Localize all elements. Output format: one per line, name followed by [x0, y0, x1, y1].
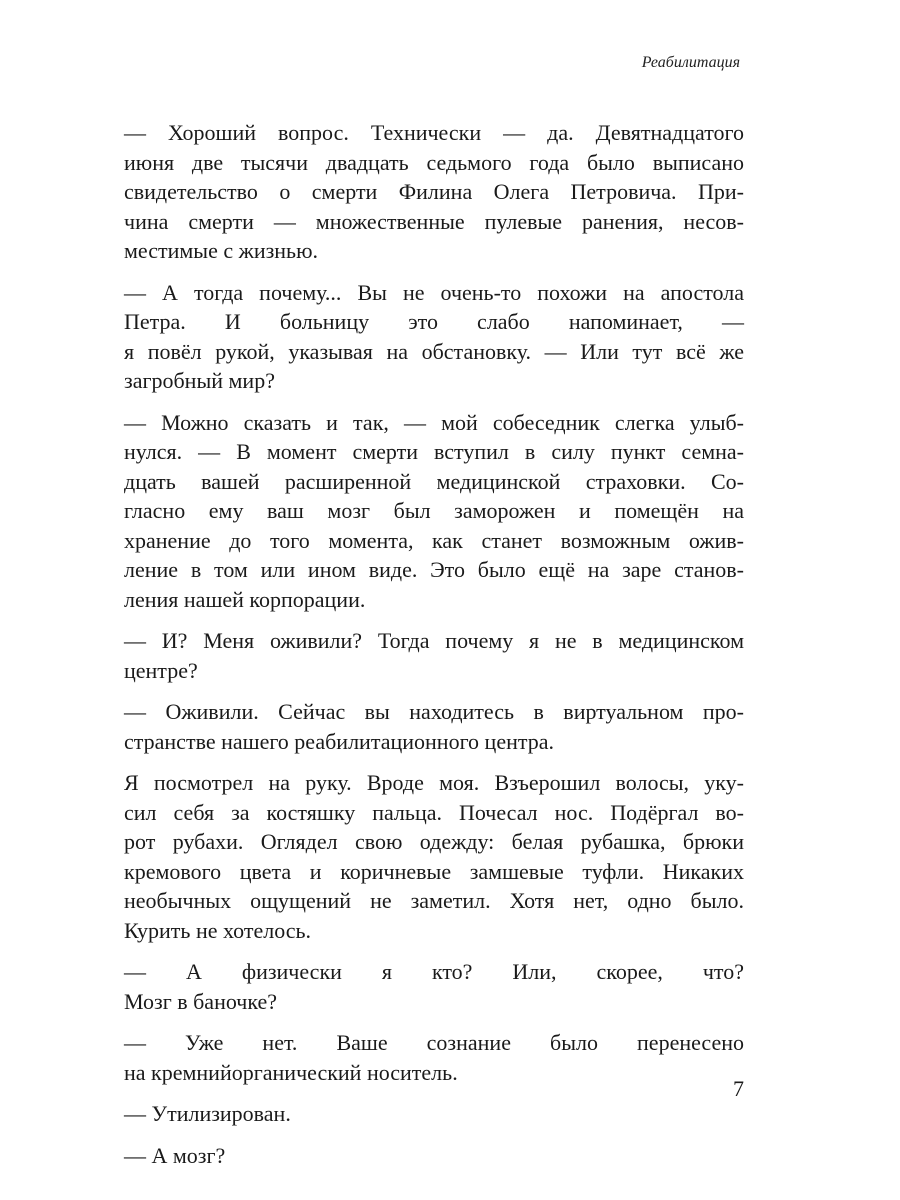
text-line: загробный мир?	[124, 368, 275, 393]
paragraph	[124, 957, 744, 1016]
text-line: местимые с жизнью.	[124, 238, 319, 263]
text-line: нулся. — В момент смерти вступил в силу пункт семна-	[124, 439, 744, 464]
text-line: я повёл рукой, указывая на обстановку. — Или тут всё же	[124, 338, 744, 364]
running-head-title: Реабилитация	[641, 54, 740, 71]
text-line: хранение до того момента, как станет возможным ожив-	[124, 527, 744, 553]
text-line: центре?	[124, 657, 198, 683]
text-line: — А физически я кто? Или, скорее, что?	[124, 959, 744, 984]
text-line: дцать вашей расширенной медицинской страховки. Со-	[124, 468, 744, 494]
body-text	[124, 118, 744, 1182]
paragraph	[124, 1028, 744, 1087]
text-line: свидетельство о смерти Филина Олега Петровича. При-	[124, 179, 744, 204]
text-line: — Уже нет. Ваше сознание было перенесено	[124, 1030, 744, 1055]
text-line: Петра. И больницу это слабо напоминает, —	[124, 309, 744, 334]
page-number: 7	[733, 1076, 744, 1101]
text-line: Мозг в баночке?	[124, 988, 278, 1014]
text-line: — А тогда почему... Вы не очень-то похожи на апостола	[124, 279, 744, 305]
text-line: кремового цвета и коричневые замшевые туфли. Никаких	[124, 858, 744, 884]
paragraph	[124, 697, 744, 756]
text-line: странстве нашего реабилитационного центра.	[124, 728, 554, 754]
paragraph	[124, 1099, 744, 1129]
paragraph	[124, 626, 744, 685]
text-line: Курить не хотелось.	[124, 917, 312, 943]
text-line: ление в том или ином виде. Это было ещё на заре станов-	[124, 557, 744, 582]
text-line: — Утилизирован.	[124, 1101, 291, 1126]
text-line: сил себя за костяшку пальца. Почесал нос. Подёргал во-	[124, 799, 744, 825]
text-line: — Хороший вопрос. Технически — да. Девятнадцатого	[124, 120, 744, 145]
text-line: рот рубахи. Оглядел свою одежду: белая рубашка, брюки	[124, 829, 744, 854]
text-line: гласно ему ваш мозг был заморожен и помещён на	[124, 498, 744, 523]
text-line: Я посмотрел на руку. Вроде моя. Взъерошил волосы, уку-	[124, 770, 744, 795]
text-line: на кремнийорганический носитель.	[124, 1059, 458, 1085]
paragraph	[124, 408, 744, 615]
text-line: необычных ощущений не заметил. Хотя нет, одно было.	[124, 888, 744, 913]
paragraph	[124, 1141, 744, 1171]
text-line: — Можно сказать и так, — мой собеседник слегка улыб-	[124, 409, 744, 435]
text-line: июня две тысячи двадцать седьмого года было выписано	[124, 149, 744, 175]
text-line: — А мозг?	[124, 1142, 226, 1168]
text-line: ления нашей корпорации.	[124, 586, 366, 612]
text-line: — Оживили. Сейчас вы находитесь в виртуальном про-	[124, 699, 744, 724]
text-line: — И? Меня оживили? Тогда почему я не в медицинском	[124, 628, 744, 653]
text-line: чина смерти — множественные пулевые ранения, несов-	[124, 208, 744, 234]
paragraph	[124, 118, 744, 266]
paragraph	[124, 278, 744, 396]
paragraph	[124, 768, 744, 945]
